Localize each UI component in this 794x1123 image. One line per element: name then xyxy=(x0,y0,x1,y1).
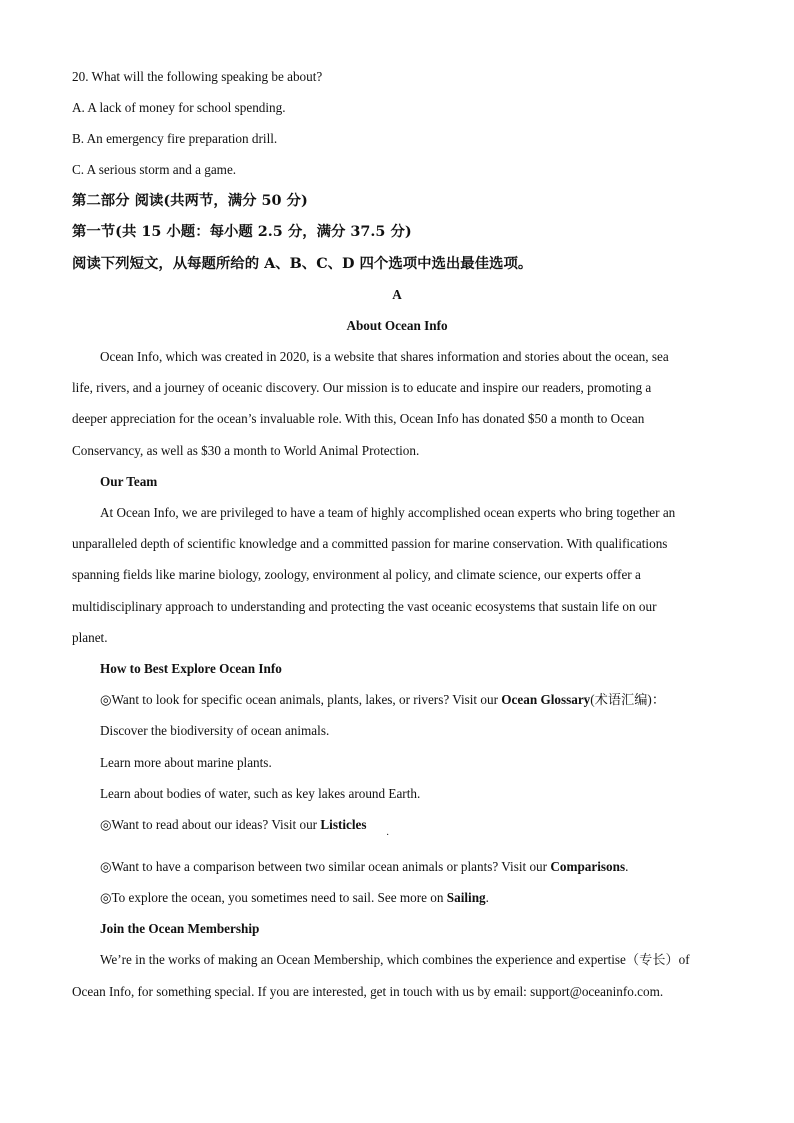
sailing-prefix: ◎To explore the ocean, you sometimes need to sail. See more on xyxy=(100,890,447,905)
membership-line: Ocean Info, for something special. If you are interested, get in touch with us by email: support@oceaninfo.com. xyxy=(72,984,664,999)
stray-mark: · xyxy=(386,830,390,841)
part-two-heading: 第二部分 阅读(共两节，满分 50 分) xyxy=(72,192,308,209)
passage-title: About Ocean Info xyxy=(346,318,448,333)
explore-heading: How to Best Explore Ocean Info xyxy=(100,661,282,676)
sailing-suffix: . xyxy=(485,890,489,905)
question-20-stem: 20. What will the following speaking be about? xyxy=(72,69,323,84)
team-heading: Our Team xyxy=(100,474,158,489)
glossary-prefix: ◎Want to look for specific ocean animals, plants, lakes, or rivers? Visit our xyxy=(100,692,502,707)
question-20-option-c: C. A serious storm and a game. xyxy=(72,162,237,177)
listicles-line xyxy=(100,816,367,834)
section-one-heading: 第一节(共 15 小题：每小题 2.5 分，满分 37.5 分) xyxy=(72,223,412,240)
membership-heading: Join the Ocean Membership xyxy=(100,921,260,936)
comparisons-suffix: . xyxy=(625,859,629,874)
comparisons-line xyxy=(100,858,628,876)
sailing-line xyxy=(100,889,489,907)
question-20-option-a: A. A lack of money for school spending. xyxy=(72,100,286,115)
question-20-option-b: B. An emergency fire preparation drill. xyxy=(72,131,278,146)
team-line: unparalleled depth of scientific knowledge and a committed passion for marine conservation. With qualifications xyxy=(72,536,668,551)
intro-line: Conservancy, as well as $30 a month to World Animal Protection. xyxy=(72,443,420,458)
intro-line: Ocean Info, which was created in 2020, is a website that shares information and stories about the ocean, sea xyxy=(100,349,669,364)
glossary-item: Discover the biodiversity of ocean animals. xyxy=(100,723,330,738)
team-line: At Ocean Info, we are privileged to have a team of highly accomplished ocean experts who bring together an xyxy=(100,505,676,520)
intro-line: deeper appreciation for the ocean’s invaluable role. With this, Ocean Info has donated $50 a month to Ocean xyxy=(72,411,645,426)
comparisons-link[interactable]: Comparisons xyxy=(550,859,626,874)
reading-instruction: 阅读下列短文，从每题所给的 A、B、C、D 四个选项中选出最佳选项。 xyxy=(72,255,533,272)
listicles-prefix: ◎Want to read about our ideas? Visit our xyxy=(100,817,321,832)
membership-line: We’re in the works of making an Ocean Membership, which combines the experience and expertise（专长）of xyxy=(100,952,690,967)
team-line: multidisciplinary approach to understanding and protecting the vast oceanic ecosystems that sustain life on our xyxy=(72,599,657,614)
comparisons-prefix: ◎Want to have a comparison between two similar ocean animals or plants? Visit our xyxy=(100,859,551,874)
glossary-item: Learn more about marine plants. xyxy=(100,755,272,770)
glossary-suffix: (术语汇编)： xyxy=(590,692,666,707)
ocean-glossary-link[interactable]: Ocean Glossary xyxy=(501,692,591,707)
team-line: spanning fields like marine biology, zoology, environment al policy, and climate science, our experts offer a xyxy=(72,567,641,582)
passage-letter: A xyxy=(392,287,402,302)
glossary-line xyxy=(100,691,665,709)
team-line: planet. xyxy=(72,630,108,645)
glossary-item: Learn about bodies of water, such as key lakes around Earth. xyxy=(100,786,421,801)
listicles-link[interactable]: Listicles xyxy=(320,817,367,832)
intro-line: life, rivers, and a journey of oceanic discovery. Our mission is to educate and inspire our readers, promoting a xyxy=(72,380,652,395)
sailing-link[interactable]: Sailing xyxy=(446,890,486,905)
